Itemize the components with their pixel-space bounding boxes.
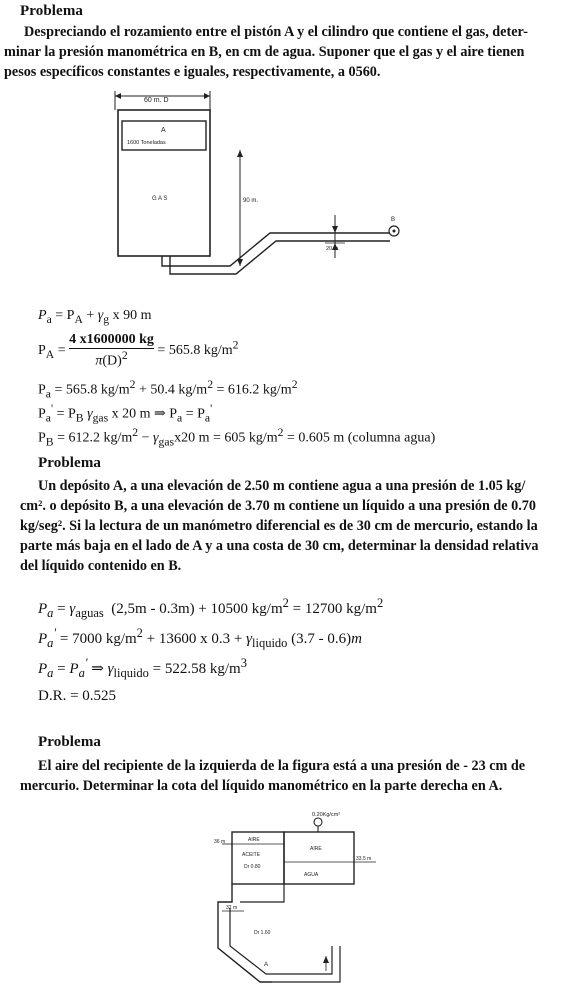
aire-left-label: AIRE [248,837,260,843]
piston-label: A [161,127,166,134]
problem-2-line: Un depósito A, a una elevación de 2.50 m contiene agua a una presión de 1.05 kg/ [38,478,526,494]
aceite-label: ACEITE [242,852,261,858]
problem-3-heading: Problema [38,734,102,750]
mid-elevation-label: 32 m [226,905,238,911]
problem-2-line: cm². o depósito B, a una elevación de 3.70 m contiene un líquido a una presión de 0.70 [20,498,536,514]
problem-2-equation: D.R. = 0.525 [38,688,117,704]
problem-3-line: mercurio. Determinar la cota del líquido manométrico en la parte derecha en A. [20,778,503,794]
problem-2-statement [20,476,565,576]
problem-2-line: del líquido contenido en B. [20,558,182,574]
point-a-label: A [264,962,269,968]
gas-label: G A S [152,196,168,202]
problem-1-equation: $P_A$ = $\frac{4 x1600000 kg}{\pi(D)^2}$ = 565.8 $kg/m^2$ [38,332,239,369]
problem-1-figure [100,88,430,298]
problem-1-line: minar la presión manométrica en B, en cm de agua. Suponer que el gas y el aire tienen [4,44,525,60]
problem-2-line: parte más baja en el lado de A y a una costa de 30 cm, determinar la densidad relativa [20,538,539,554]
right-elevation-label: 33.5 m [356,856,372,862]
problem-2-line: kg/seg². Si la lectura de un manómetro diferencial es de 30 cm de mercurio, estando la [20,518,538,534]
problem-1-statement [4,22,564,82]
problem-3-figure [200,806,380,984]
problem-3-line: El aire del recipiente de la izquierda de la figura está a una presión de - 23 cm de [38,758,526,774]
aire-right-label: AIRE [310,846,322,852]
small-height-label: 20 m. [326,246,340,252]
problem-2-equation: $P_a' = 7000$ $kg/m^2 + 13600$ x $0.3 + \gamma_{liquido}$ (3.7 - 0.6)m [38,626,363,650]
problem-2-equation: $P_a = P_a'$ ⇒ $\gamma_{liquido} = 522.58$ $kg/m^3$ [38,656,247,680]
problem-1-equation: $P_a = 565.8$ $kg/m^2 + 50.4$ $kg/m^2 = 616.2$ $kg/m^2$ [38,378,298,401]
left-elevation-label: 36 m [214,839,226,845]
height-label: 90 m. [243,198,259,204]
gauge-pressure-label: 0.20Kg/cm² [312,812,341,818]
dr-mano-label: Dr 1.60 [254,930,271,936]
piston-weight-label: 1600 Toneladas [127,140,166,146]
problem-2-heading: Problema [38,455,102,471]
problem-2-equation: $P_a = \gamma_{aguas}$ (2,5m - 0.3m) + 10500 $kg/m^2 = 12700$ $kg/m^2$ [38,596,384,620]
dr-oil-label: Dr 0.80 [244,864,261,870]
agua-label: AGUA [304,872,319,878]
problem-1-line: Despreciando el rozamiento entre el pistón A y el cilindro que contiene el gas, deter- [24,24,528,40]
problem-1-line: pesos específicos constantes e iguales, respectivamente, a 0560. [4,64,381,80]
problem-1-heading: Problema [20,3,84,19]
problem-3-statement [20,756,565,796]
point-b-label: B [391,217,396,223]
width-label: 60 m. D [144,97,169,104]
problem-1-equation: $P_a = P_A + \gamma_g$ x 90 m [38,308,152,326]
problem-1-equation: $P_B = 612.2$ $kg/m^2 - \gamma_{gas}x20$ m = 605 $kg/m^2 = 0.605$ m (columna agua) [38,426,436,449]
problem-1-equation: $P_a' = P_B$ $\gamma_{gas}$ x 20 m ⇒ $P_a = P_a'$ [38,402,213,425]
